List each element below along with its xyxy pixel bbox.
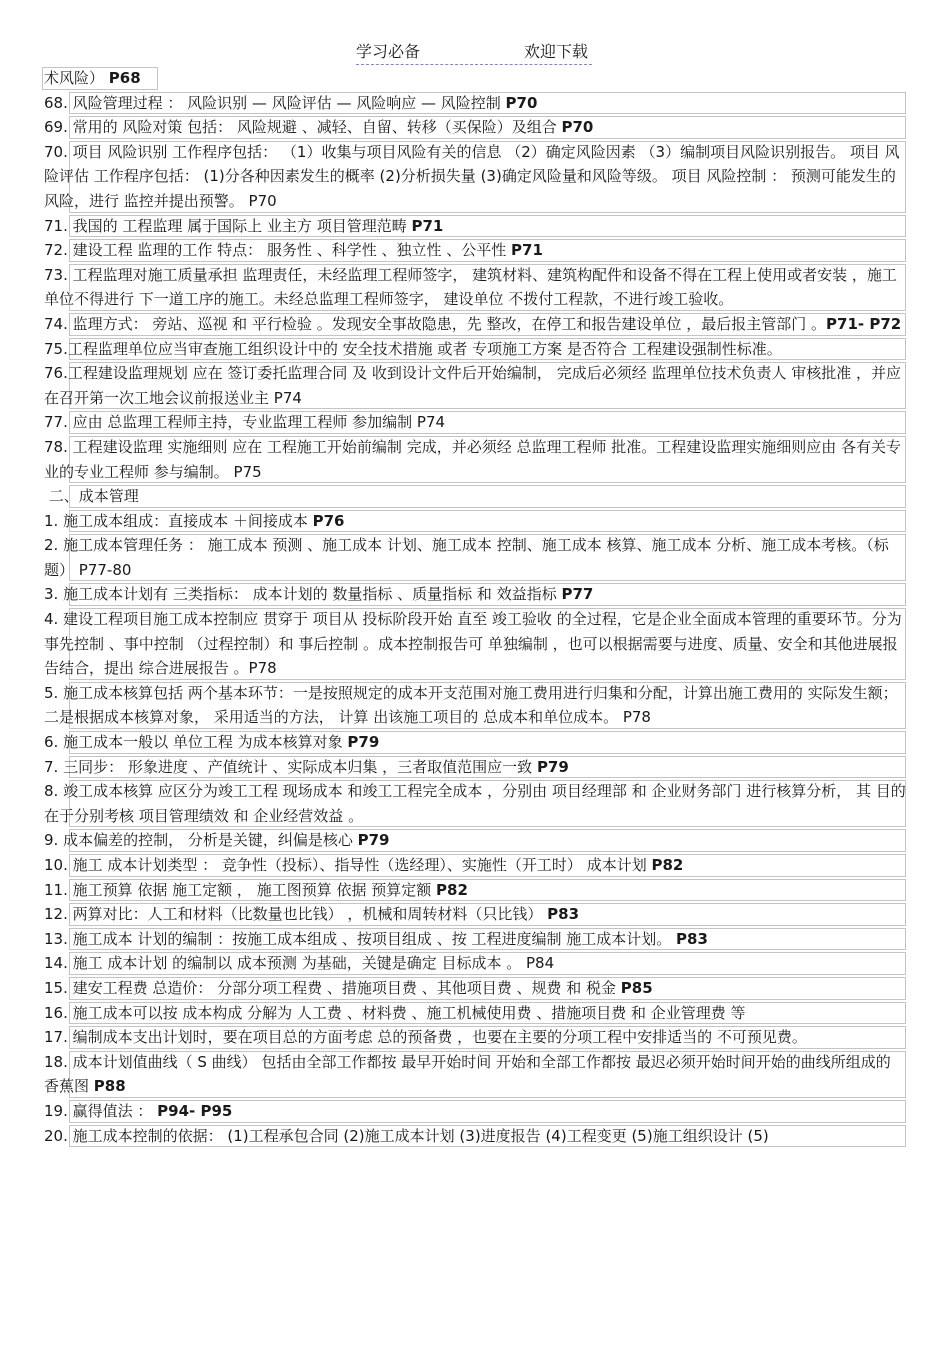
page-reference: P88: [93, 1077, 126, 1096]
page-reference: P71: [511, 241, 543, 260]
list-item: [44, 1050, 906, 1099]
item-text: 74. 监理方式： 旁站、巡视 和 平行检验 。发现安全事故隐患，先 整改，在停工和报告建设单位 ，最后报主管部门 。: [44, 314, 827, 333]
item-text: 69. 常用的 风险对策 包括： 风险规避 、减轻、自留、转移（买保险）及组合: [44, 118, 562, 137]
item-text: 8. 竣工成本核算 应区分为竣工工程 现场成本 和竣工工程完全成本 ，分别由 项目经理部 和 企业财务部门 进行核算分析， 其 目的 在于分别考核 项目管理绩效 和 企业经营效益 。: [44, 782, 911, 825]
item-text: 二、成本管理: [44, 487, 139, 506]
item-text-line: [44, 263, 906, 312]
item-text: 16. 施工成本可以按 成本构成 分解为 人工费 、材料费 、施工机械使用费 、措施项目费 和 企业管理费 等: [44, 1003, 746, 1022]
item-text-line: [44, 1001, 906, 1026]
document-body: [44, 66, 911, 1148]
page-reference: P68: [108, 69, 141, 87]
page-reference: P71- P72: [826, 314, 902, 333]
item-text: 12. 两算对比：人工和材料（比数量也比钱） ，机械和周转材料（只比钱）: [44, 905, 548, 924]
list-item: [44, 533, 906, 582]
item-text-line: [44, 1050, 906, 1099]
item-text-line: [44, 91, 906, 116]
page-reference: P83: [547, 905, 580, 924]
item-text: 4. 建设工程项目施工成本控制应 贯穿于 项目从 投标阶段开始 直至 竣工验收 的全过程，它是企业全面成本管理的重要环节。分为 事先控制 、事中控制 （过程控制）和 事后控制 。成本控制报告可 单独编制 ，也可以根据需要与进度、质量、安全和其他进展报告结合，提出 综合进展报告 。P78: [44, 610, 907, 678]
list-item: [44, 755, 906, 780]
list-item: [44, 779, 911, 828]
item-text: 18. 成本计划值曲线（ S 曲线） 包括由全部工作都按 最早开始时间 开始和全部工作都按 最迟必须开始时间开始的曲线所组成的 香蕉图: [44, 1052, 896, 1096]
header-right-text: 欢迎下载: [523, 42, 588, 61]
item-text-line: [44, 1124, 906, 1149]
item-text: 68. 风险管理过程 ： 风险识别 — 风险评估 — 风险响应 — 风险控制: [44, 93, 506, 112]
item-text-line: [44, 140, 906, 214]
list-item: [44, 509, 906, 534]
item-text-line: [44, 976, 906, 1001]
item-text: 9. 成本偏差的控制， 分析是关键，纠偏是核心: [44, 831, 358, 850]
page-reference: P79: [347, 733, 380, 752]
item-text-line: [44, 878, 906, 903]
item-text: 13. 施工成本 计划的编制 ：按施工成本组成 、按项目组成 、按 工程进度编制 施工成本计划。: [44, 929, 677, 948]
page-header: [356, 40, 592, 65]
item-text-line: [44, 681, 906, 730]
page-reference: P79: [357, 831, 390, 850]
item-text: 1. 施工成本组成：直接成本 ＋间接成本: [44, 511, 313, 530]
list-item: [44, 484, 906, 509]
header-left-text: 学习必备: [356, 42, 421, 61]
item-text: 76.工程建设监理规划 应在 签订委托监理合同 及 收到设计文件后开始编制， 完成后必须经 监理单位技术负责人 审核批准 ，并应在召开第一次工地会议前报送业主 P74: [44, 364, 902, 407]
item-text: 20. 施工成本控制的依据： (1)工程承包合同 (2)施工成本计划 (3)进度报告 (4)工程变更 (5)施工组织设计 (5): [44, 1126, 769, 1145]
item-text-line: [44, 337, 906, 362]
list-item: [44, 927, 906, 952]
page-reference: P94- P95: [157, 1101, 233, 1120]
item-text: 7. 三同步： 形象进度 、产值统计 、实际成本归集 ，三者取值范围应一致: [44, 757, 537, 776]
list-item: [44, 238, 906, 263]
page-reference: P83: [676, 929, 708, 948]
list-item: [44, 1001, 906, 1026]
item-text-line: [44, 730, 906, 755]
item-text-line: [44, 951, 906, 976]
item-text-line: [44, 755, 906, 780]
item-text: 11. 施工预算 依据 施工定额 ， 施工图预算 依据 预算定额: [44, 880, 437, 899]
list-item: [44, 607, 906, 681]
list-item: [44, 435, 906, 484]
list-item: [44, 361, 906, 410]
item-text: 10. 施工 成本计划类型 ： 竞争性（投标）、指导性（选经理）、实施性（开工时） 成本计划: [44, 856, 652, 874]
item-text: 71. 我国的 工程监理 属于国际上 业主方 项目管理范畴: [44, 216, 412, 235]
item-text: 15. 建安工程费 总造价： 分部分项工程费 、措施项目费 、其他项目费 、规费 和 税金: [44, 978, 621, 997]
list-item: [44, 115, 906, 140]
item-text: 70. 项目 风险识别 工作程序包括： （1）收集与项目风险有关的信息 （2）确定风险因素 （3）编制项目风险识别报告。 项目 风险评估 工作程序包括： (1)分各种因素发生的概率 (2)分析损失量 (3)确定风险量和风险等级。 项目 风险控制 ： 预测可能发生的风险，进行 监控并提出预警。 P70: [44, 142, 900, 210]
page-reference: P70: [561, 118, 594, 137]
item-text-line: [44, 214, 906, 239]
item-text: 72. 建设工程 监理的工作 特点： 服务性 、科学性 、独立性 、公平性: [44, 241, 512, 260]
list-item: [44, 214, 906, 239]
item-text: 77. 应由 总监理工程师主持，专业监理工程师 参加编制 P74: [44, 413, 446, 432]
item-text-line: [44, 312, 906, 337]
page-reference: P76: [312, 511, 345, 530]
list-item: [44, 1099, 906, 1124]
list-item: [44, 263, 906, 312]
list-item: [44, 976, 906, 1001]
item-text: 78. 工程建设监理 实施细则 应在 工程施工开始前编制 完成，并必须经 总监理工程师 批准。工程建设监理实施细则应由 各有关专业的专业工程师 参与编制。 P75: [44, 437, 902, 481]
item-text-line: [44, 484, 906, 509]
page-reference: P82: [436, 880, 468, 899]
item-text-line: [44, 902, 906, 927]
item-text-line: [44, 66, 906, 91]
item-text: 5. 施工成本核算包括 两个基本环节：一是按照规定的成本开支范围对施工费用进行归集和分配，计算出施工费用的 实际发生额；二是根据成本核算对象， 采用适当的方法， 计算 出该施工项目的 总成本和单位成本。 P78: [44, 683, 898, 727]
item-text: 14. 施工 成本计划 的编制以 成本预测 为基础，关键是确定 目标成本 。 P84: [44, 954, 555, 973]
item-text-line: [44, 828, 906, 853]
item-text-line: [44, 779, 911, 828]
page-reference: P70: [505, 93, 538, 112]
item-text-line: [44, 1099, 906, 1124]
item-text: 术风险）: [44, 69, 109, 87]
list-item: [44, 582, 906, 607]
item-text-line: [44, 582, 906, 607]
item-text: 6. 施工成本一般以 单位工程 为成本核算对象: [44, 733, 348, 752]
list-item: [44, 902, 906, 927]
page-reference: P85: [620, 978, 653, 997]
list-item: [44, 828, 906, 853]
list-item: [44, 878, 906, 903]
item-text-line: [44, 435, 906, 484]
item-text-line: [44, 853, 906, 878]
page-reference: P82: [651, 856, 684, 874]
item-text-line: [44, 115, 906, 140]
list-item: [44, 140, 906, 214]
list-item: [44, 1025, 906, 1050]
item-text: 75.工程监理单位应当审查施工组织设计中的 安全技术措施 或者 专项施工方案 是否符合 工程建设强制性标准。: [44, 339, 782, 358]
item-text: 2. 施工成本管理任务 ： 施工成本 预测 、施工成本 计划、施工成本 控制、施工成本 核算、施工成本 分析、施工成本考核。（标题） P77-80: [44, 536, 889, 579]
item-text: 3. 施工成本计划有 三类指标： 成本计划的 数量指标 、质量指标 和 效益指标: [44, 585, 562, 604]
list-item: [44, 410, 906, 435]
page-reference: P77: [561, 585, 594, 604]
page-reference: P79: [536, 757, 569, 776]
list-item: [44, 91, 906, 116]
page-reference: P71: [411, 216, 444, 235]
list-item: [44, 681, 906, 730]
list-item: [44, 312, 906, 337]
item-text-line: [44, 238, 906, 263]
list-item: [44, 853, 906, 878]
item-text: 19. 赢得值法 ：: [44, 1101, 158, 1120]
item-text-line: [44, 1025, 906, 1050]
item-text-line: [44, 533, 906, 582]
list-item: [44, 951, 906, 976]
item-text: 17. 编制成本支出计划时，要在项目总的方面考虑 总的预备费 ，也要在主要的分项工程中安排适当的 不可预见费。: [44, 1028, 807, 1047]
list-item: [44, 66, 906, 91]
item-text-line: [44, 927, 906, 952]
list-item: [44, 730, 906, 755]
item-text-line: [44, 410, 906, 435]
item-text: 73. 工程监理对施工质量承担 监理责任，未经监理工程师签字， 建筑材料、建筑构配件和设备不得在工程上使用或者安装 ，施工单位不得进行 下一道工序的施工。未经总监理工程师签字， 建设单位 不拨付工程款，不进行竣工验收。: [44, 265, 897, 309]
item-text-line: [44, 607, 906, 681]
item-text-line: [44, 509, 906, 534]
item-text-line: [44, 361, 906, 410]
list-item: [44, 337, 906, 362]
list-item: [44, 1124, 906, 1149]
